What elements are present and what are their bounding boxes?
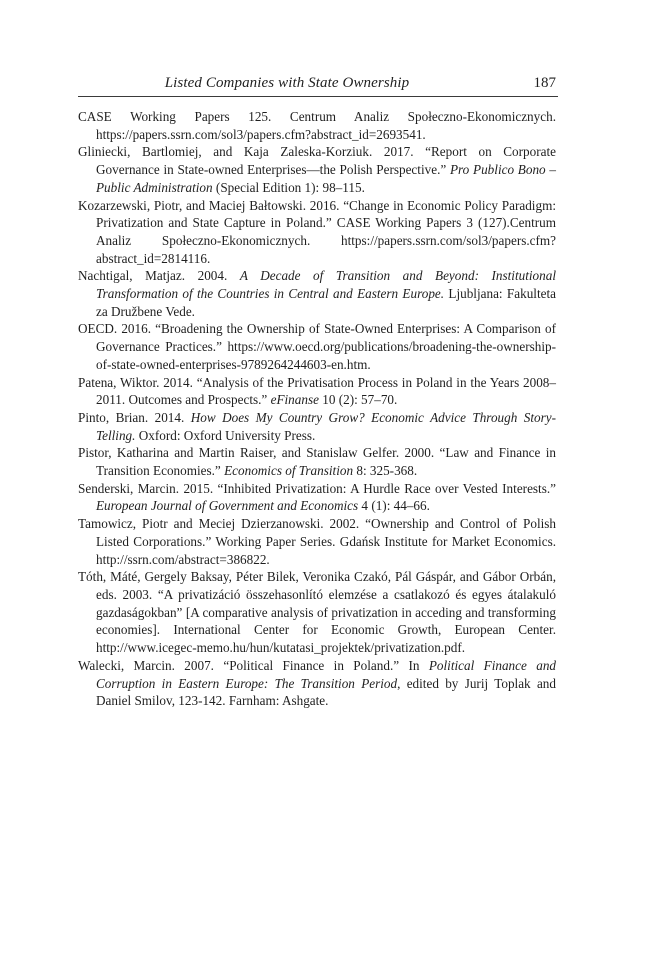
reference-text: 4 (1): 44–66. <box>358 498 430 514</box>
reference-entry <box>78 143 556 196</box>
reference-italic-title: Economics of Transition <box>224 463 354 479</box>
reference-text: Oxford: Oxford University Press. <box>135 427 316 443</box>
reference-entry <box>78 409 556 444</box>
reference-text: Gliniecki, Bartlomiej, and Kaja Zaleska-Korziuk. 2017. “Report on Corporate Governance in State-owned Enterprises—the Polish Perspective.” <box>78 144 556 178</box>
reference-text: Pistor, Katharina and Martin Raiser, and Stanislaw Gelfer. 2000. “Law and Finance in Transition Economies.” <box>78 445 556 479</box>
reference-text: OECD. 2016. “Broadening the Ownership of State-Owned Enterprises: A Comparison of Governance Practices.” https://www.oecd.org/publications/broadening-the-ownership-of-state-owned-enterprises-9789264244603-en.htm. <box>78 321 556 372</box>
reference-entry <box>78 515 556 568</box>
reference-text: Nachtigal, Matjaz. 2004. <box>78 268 240 284</box>
reference-text: Ljubljana: Fakulteta za Družbene Vede. <box>96 286 556 319</box>
reference-text: Patena, Wiktor. 2014. “Analysis of the Privatisation Process in Poland in the Years 2008–2011. Outcomes and Prospects.” <box>78 374 556 408</box>
reference-text: Senderski, Marcin. 2015. “Inhibited Privatization: A Hurdle Race over Vested Interests.” <box>78 480 556 496</box>
reference-text: 10 (2): 57–70. <box>318 392 398 408</box>
reference-text: Tóth, Máté, Gergely Baksay, Péter Bilek, Veronika Czakó, Pál Gáspár, and Gábor Orbán, eds. 2003. “A privatizáció összehasonlító elemzése a csatlakozó és egyes átalakuló gazdaságokban” [A comparative analysis of privatization in acceding and transforming economies]. International Center for Economic Growth, European Center. http://www.icegec-memo.hu/hun/kutatasi_projektek/privatization.pdf. <box>78 569 556 656</box>
reference-text: Tamowicz, Piotr and Meciej Dzierzanowski. 2002. “Ownership and Control of Polish Listed Corporations.” Working Paper Series. Gdańsk Institute for Market Economics. http://ssrn.com/abstract=386822. <box>78 516 556 567</box>
reference-entry <box>78 374 556 409</box>
page-number: 187 <box>533 75 556 91</box>
reference-entry <box>78 480 556 515</box>
reference-entry <box>78 320 556 373</box>
reference-text: , edited by Jurij Toplak and Daniel Smilov, 123-142. Farnham: Ashgate. <box>96 675 556 709</box>
reference-text: Walecki, Marcin. 2007. “Political Finance in Poland.” In <box>78 657 429 673</box>
reference-entry <box>78 568 556 657</box>
reference-text: Pinto, Brian. 2014. <box>78 409 191 425</box>
reference-italic-title: Pro Publico Bono – Public Administration <box>96 162 557 195</box>
reference-italic-title: European Journal of Government and Economics <box>96 498 359 514</box>
running-title: Listed Companies with State Ownership <box>164 75 410 91</box>
reference-text: 8: 325-368. <box>353 463 418 479</box>
reference-text: CASE Working Papers 125. Centrum Analiz Społeczno-Ekonomicznych. https://papers.ssrn.com/sol3/papers.cfm?abstract_id=2693541. <box>78 109 556 142</box>
reference-entry <box>78 657 556 710</box>
reference-entry <box>78 444 556 479</box>
reference-entry <box>78 197 556 268</box>
reference-text: Kozarzewski, Piotr, and Maciej Bałtowski. 2016. “Change in Economic Policy Paradigm: Privatization and State Capture in Poland.” CASE Working Papers 3 (127).Centrum Analiz Społeczno-Ekonomicznych. https://papers.ssrn.com/sol3/papers.cfm?abstract_id=2814116. <box>78 197 556 266</box>
reference-italic-title: Political Finance and Corruption in Eastern Europe: The Transition Period <box>96 657 557 691</box>
reference-italic-title: A Decade of Transition and Beyond: Institutional Transformation of the Countries in Central and Eastern Europe. <box>96 268 556 302</box>
reference-entry <box>78 108 556 143</box>
reference-entry <box>78 267 556 320</box>
reference-text: (Special Edition 1): 98–115. <box>212 179 365 195</box>
page-header <box>78 74 558 97</box>
reference-italic-title: How Does My Country Grow? Economic Advice Through Story-Telling. <box>96 409 556 443</box>
reference-italic-title: eFinanse <box>270 392 319 408</box>
reference-list <box>78 108 556 710</box>
